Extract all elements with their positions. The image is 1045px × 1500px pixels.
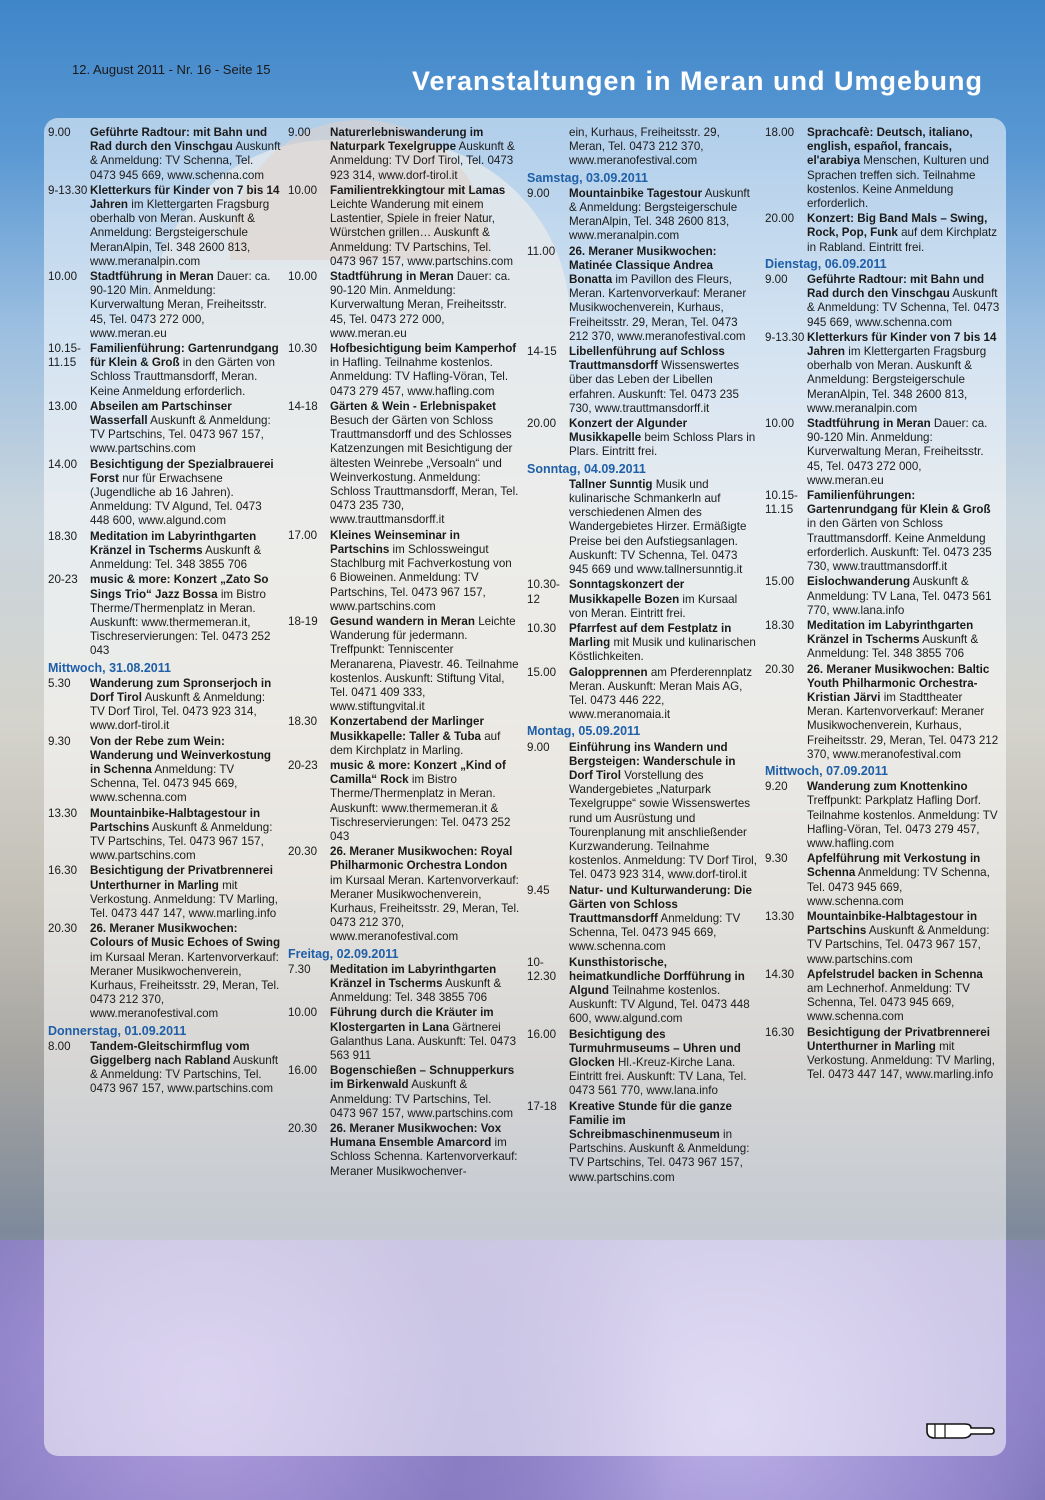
event-details: Vorstellung des Wandergebietes „Naturpark Texelgruppe“ sowie Wissenswertes rund um Ausrüstung und Tourenplanung mit anschließender Kurzwanderung. Teilnahme kostenlos. Anmeldung: TV Dorf Tirol, Tel. 0473 923 314, www.dorf-tirol.it (569, 768, 757, 882)
event-details: mit Verkostung. Anmeldung: TV Marling, Tel. 0473 447 147, www.marling.info (90, 878, 278, 920)
day-heading: Donnerstag, 01.09.2011 (48, 1023, 187, 1038)
event-body (330, 615, 520, 714)
event-title: Konzert: Big Band Mals – Swing, Rock, Pop, Funk (807, 212, 988, 240)
event-body (330, 270, 520, 341)
event-title: 26. Meraner Musikwochen: Baltic Youth Philharmonic Orchestra-Kristian Järvi (807, 662, 990, 704)
event-title: Kreative Stunde für die ganze Familie im Schreibmaschinenmuseum (569, 1099, 732, 1142)
event-time: 14-15 (527, 345, 557, 359)
event-body (569, 417, 759, 460)
event-details: im Klettergarten Fragsburg oberhalb von Meran. Auskunft & Anmeldung: Bergsteigerschule MeranAlpin, Tel. 348 2600 813, www.meranalpin.com (90, 198, 270, 268)
event-body (569, 578, 759, 621)
event-time (527, 478, 569, 577)
event-time: 13.00 (48, 399, 78, 413)
event-details: Auskunft & Anmeldung: TV Partschins, Tel. 0473 967 157, www.partschins.com (90, 1054, 279, 1096)
event-title: Meditation im Labyrinthgarten Kränzel in Tscherms (90, 529, 257, 557)
event-title: Meditation im Labyrinthgarten Kränzel in Tscherms (330, 962, 497, 990)
event-body (90, 807, 282, 864)
event-item (288, 126, 520, 183)
event-details: Anmeldung: TV Schenna, Tel. 0473 945 669, www.schenna.com (90, 762, 238, 805)
event-body (330, 126, 520, 183)
event-body (807, 273, 1001, 330)
event-item (288, 529, 520, 614)
event-time: 9-13.30 (48, 183, 88, 197)
event-details: Auskunft & Anmeldung: TV Partschins, Tel. 0473 967 157, www.partschins.com (90, 820, 273, 863)
event-time: 9.30 (765, 852, 788, 866)
event-details: beim Schloss Plars in Plars. Eintritt frei. (569, 431, 756, 459)
event-body (90, 270, 282, 341)
event-item (527, 417, 759, 460)
event-time: 18-19 (288, 614, 318, 628)
event-title: Konzertabend der Marlinger Musikkapelle: Taller & Tuba (330, 715, 484, 743)
event-item (288, 270, 520, 341)
event-title: Natur- und Kulturwanderung: Die Gärten von Schloss Trauttmansdorff (569, 883, 752, 925)
event-time: 15.00 (527, 665, 557, 679)
event-title: Pfarrfest auf dem Festplatz in Marling (569, 621, 732, 650)
event-body (569, 622, 759, 665)
event-title: Kletterkurs für Kinder von 7 bis 14 Jahren (807, 330, 997, 359)
issue-meta: 12. August 2011 - Nr. 16 - Seite 15 (72, 62, 271, 77)
event-item (48, 1040, 282, 1097)
event-details: Teilnahme kostenlos. Auskunft: TV Algund, Tel. 0473 448 600, www.algund.com (569, 983, 750, 1026)
event-time: 9.00 (527, 740, 550, 754)
event-title: Tallner Sunntig (569, 477, 653, 491)
event-title: music & more: Konzert „Kind of Camilla“ Rock (330, 758, 506, 787)
event-time: 9.00 (288, 126, 311, 139)
event-item (288, 845, 520, 944)
event-time: 18.00 (765, 126, 795, 139)
event-details: in den Gärten von Schloss Trauttmansdorff, Meran. Keine Anmeldung erforderlich. (90, 356, 275, 398)
event-body (330, 1006, 520, 1063)
event-title: Familienführungen: Gartenrundgang für Klein & Groß (807, 489, 991, 517)
event-details: Auskunft & Anmeldung: TV Partschins, Tel. 0473 967 157, www.partschins.com (807, 924, 990, 966)
event-time: 10.30-12 (527, 578, 560, 606)
event-item (765, 1026, 1001, 1083)
event-time: 17-18 (527, 1099, 557, 1113)
event-title: Stadtführung in Meran (90, 270, 214, 284)
event-item (48, 530, 282, 573)
event-time: 16.30 (48, 864, 78, 878)
event-item (765, 780, 1001, 851)
event-details: am Lechnerhof. Anmeldung: TV Schenna, Tel. 0473 945 669, www.schenna.com (807, 981, 970, 1024)
event-title: Kleines Weinseminar in Partschins (330, 528, 460, 556)
event-item (48, 342, 282, 399)
event-body (90, 530, 282, 573)
event-item (765, 126, 1001, 211)
day-heading: Mittwoch, 07.09.2011 (765, 763, 888, 778)
event-body (330, 400, 520, 528)
event-title: Galopprennen (569, 665, 648, 679)
event-time: 10-12.30 (527, 955, 557, 983)
event-title: Bogenschießen – Schnupperkurs im Birkenwald (330, 1064, 515, 1092)
event-time: 18.30 (765, 618, 795, 632)
event-title: Apfelstrudel backen in Schenna (807, 967, 983, 981)
event-body (807, 212, 1001, 255)
day-heading: Mittwoch, 31.08.2011 (48, 660, 171, 675)
event-details: im Bistro Therme/Thermenplatz in Meran. Auskunft: www.thermemeran.it, Tischreservierungen: Tel. 0473 252 043 (90, 587, 271, 658)
event-body (807, 126, 1001, 211)
event-time: 9.00 (48, 126, 71, 139)
event-title: Geführte Radtour: mit Bahn und Rad durch den Vinschgau (807, 273, 985, 301)
event-details: in den Gärten von Schloss Trauttmansdorff. Keine Anmeldung erforderlich. Auskunft: Tel. 0473 235 730, www.trauttmansdorff.it (807, 517, 992, 574)
event-time: 10.00 (288, 270, 318, 284)
event-details: im Pavillon des Fleurs, Meran. Kartenvorverkauf: Meraner Musikwochenverein, Kurhaus, Freiheitsstr. 29, Meran, Tel. 0473 212 370, www.meranofestival.com (569, 273, 747, 343)
event-item (527, 578, 759, 621)
event-body (90, 1040, 282, 1097)
event-time: 20.00 (765, 212, 795, 226)
event-body (569, 741, 759, 883)
day-heading: Sonntag, 04.09.2011 (527, 461, 646, 476)
event-details: Auskunft & Anmeldung: Tel. 348 3855 706 (807, 633, 979, 661)
event-title: Führung durch die Kräuter im Klostergarten in Lana (330, 1006, 494, 1034)
event-body (90, 458, 282, 529)
event-time: 9-13.30 (765, 330, 805, 344)
event-title: Stadtführung in Meran (807, 417, 931, 431)
event-details: in Partschins. Auskunft & Anmeldung: TV Partschins, Tel. 0473 967 157, www.partschins.com (569, 1128, 750, 1184)
event-item (288, 759, 520, 844)
event-title: Meditation im Labyrinthgarten Kränzel in Tscherms (807, 618, 974, 647)
event-details: ein, Kurhaus, Freiheitsstr. 29, Meran, Tel. 0473 212 370, www.meranofestival.com (569, 126, 720, 168)
event-item (527, 187, 759, 244)
column-2 (288, 126, 520, 1180)
event-title: Kletterkurs für Kinder von 7 bis 14 Jahren (90, 183, 280, 212)
event-item (765, 663, 1001, 762)
event-item (288, 184, 520, 269)
event-item (527, 741, 759, 883)
event-item (765, 575, 1001, 618)
event-title: Mountainbike Tagestour (569, 186, 703, 200)
event-item (288, 1006, 520, 1063)
event-body (330, 759, 520, 844)
event-time: 7.30 (288, 962, 311, 976)
event-details: im Klettergarten Fragsburg oberhalb von Meran. Auskunft & Anmeldung: Bergsteigerschule MeranAlpin, Tel. 348 2600 813, www.meranalpin.com (807, 345, 987, 415)
event-time: 9.00 (765, 273, 788, 287)
event-body (90, 677, 282, 734)
event-time: 10.00 (48, 270, 78, 284)
event-details: im Kursaal Meran. Kartenvorverkauf: Meraner Musikwochenverein, Kurhaus, Freiheitsstr. 29, Meran, Tel. 0473 212 370, www.meranofestival.com (330, 873, 520, 944)
event-time: 17.00 (288, 528, 318, 542)
event-details: im Kursaal Meran. Kartenvorverkauf: Meraner Musikwochenverein, Kurhaus, Freiheitsstr. 29, Meran, Tel. 0473 212 370, www.meranofestival.com (90, 950, 280, 1021)
event-body (569, 187, 759, 244)
event-time: 10.15-11.15 (48, 342, 81, 370)
event-title: Hofbesichtigung beim Kamperhof (330, 342, 517, 356)
event-time: 10.15-11.15 (765, 489, 798, 517)
event-title: Geführte Radtour: mit Bahn und Rad durch den Vinschgau (90, 126, 268, 154)
event-title: Sonntagskonzert der Musikkapelle Bozen (569, 578, 685, 606)
event-item (48, 677, 282, 734)
event-title: Tandem-Gleitschirmflug vom Giggelberg nach Rabland (90, 1039, 250, 1067)
event-item (288, 963, 520, 1006)
event-body (569, 666, 759, 723)
event-details: Anmeldung: TV Schenna, Tel. 0473 945 669, www.schenna.com (807, 866, 990, 908)
event-body (90, 400, 282, 457)
event-title: Naturerlebniswanderung im Naturpark Texelgruppe (330, 126, 484, 154)
event-time: 20.30 (288, 1122, 318, 1136)
event-body (569, 1100, 759, 1185)
event-item (527, 666, 759, 723)
event-item (48, 400, 282, 457)
event-body (330, 529, 520, 614)
event-details: Wissenswertes über das Leben der Libellen erfahren. Auskunft: Tel. 0473 235 730, www.trauttmansdorff.it (569, 359, 740, 415)
event-details: im Kursaal von Meran. Eintritt frei. (569, 592, 738, 620)
event-item (527, 622, 759, 665)
event-time: 10.30 (288, 342, 318, 356)
event-details: mit Verkostung. Anmeldung: TV Marling, Tel. 0473 447 147, www.marling.info (807, 1039, 995, 1082)
event-time: 20-23 (288, 758, 318, 772)
day-heading: Dienstag, 06.09.2011 (765, 256, 887, 271)
event-details: Hl.-Kreuz-Kirche Lana. Eintritt frei. Auskunft: TV Lana, Tel. 0473 561 770, www.lana.info (569, 1056, 747, 1098)
events-panel (44, 118, 1006, 1456)
event-time: 20.30 (288, 845, 318, 859)
event-time: 9.45 (527, 883, 550, 897)
event-time: 18.30 (48, 529, 78, 543)
event-details: Menschen, Kulturen und Sprachen treffen sich. Teilnahme kostenlos. Keine Anmeldung erforderlich. (807, 154, 989, 211)
event-title: Kunsthistorische, heimatkundliche Dorfführung in Algund (569, 955, 745, 997)
event-title: Von der Rebe zum Wein: Wanderung und Weinverkostung in Schenna (90, 734, 271, 776)
event-body (90, 573, 282, 658)
event-item (765, 968, 1001, 1025)
event-item (288, 342, 520, 399)
event-time: 8.00 (48, 1039, 71, 1053)
event-time: 16.00 (527, 1027, 557, 1041)
event-item (48, 864, 282, 921)
event-item (48, 922, 282, 1021)
event-item (288, 715, 520, 758)
event-time: 14.30 (765, 967, 795, 981)
event-body (330, 845, 520, 944)
event-details: in Hafling. Teilnahme kostenlos. Anmeldung: TV Hafling-Vöran, Tel. 0473 279 457, www.hafling.com (330, 356, 509, 398)
event-details: Auskunft & Anmeldung: TV Schenna, Tel. 0473 945 669, www.schenna.com (807, 287, 1000, 329)
event-body (90, 184, 282, 269)
event-time: 9.30 (48, 734, 71, 748)
event-title: Stadtführung in Meran (330, 270, 454, 284)
event-body (330, 342, 520, 399)
event-item (765, 331, 1001, 416)
event-item (288, 1064, 520, 1121)
event-time: 20.30 (48, 922, 78, 936)
event-body (330, 1122, 520, 1179)
event-title: Besichtigung der Spezialbrauerei Forst (90, 457, 274, 485)
event-time: 10.00 (765, 417, 795, 431)
event-item (288, 400, 520, 528)
event-body (569, 956, 759, 1027)
event-title: Apfelführung mit Verkostung in Schenna (807, 852, 981, 880)
event-title: Wanderung zum Knottenkino (807, 780, 968, 794)
day-heading: Freitag, 02.09.2011 (288, 946, 399, 961)
event-details: Auskunft & Anmeldung: TV Partschins, Tel. 0473 967 157, www.partschins.com (90, 414, 271, 456)
event-item (527, 1100, 759, 1185)
event-time (527, 126, 569, 169)
event-details: auf dem Kirchplatz in Rabland. Eintritt frei. (807, 226, 998, 254)
event-details: Dauer: ca. 90-120 Min. Anmeldung: Kurverwaltung Meran, Freiheitsstr. 45, Tel. 0473 272 000, www.meran.eu (330, 270, 511, 340)
event-item (527, 884, 759, 955)
event-item (288, 615, 520, 714)
event-item (48, 573, 282, 658)
event-title: Sprachcafè: Deutsch, italiano, english, español, francais, el'arabiya (807, 126, 973, 168)
event-title: Besichtigung der Privatbrennerei Unterthurner in Marling (90, 864, 273, 892)
event-body (90, 735, 282, 806)
column-1 (48, 126, 282, 1098)
event-time: 11.00 (527, 244, 556, 258)
event-title: 26. Meraner Musikwochen: Colours of Music Echoes of Swing (90, 922, 281, 950)
column-4 (765, 126, 1001, 1083)
event-body (569, 245, 759, 344)
event-body (330, 963, 520, 1006)
event-body (807, 780, 1001, 851)
event-details: Auskunft & Anmeldung: Bergsteigerschule MeranAlpin, Tel. 348 2600 813, www.meranalpin.com (569, 186, 750, 243)
event-title: 26. Meraner Musikwochen: Royal Philharmonic Orchestra London (330, 845, 513, 873)
event-details: Dauer: ca. 90-120 Min. Anmeldung: Kurverwaltung Meran, Freiheitsstr. 45, Tel. 0473 272 000, www.meran.eu (90, 270, 271, 340)
event-body (90, 864, 282, 921)
event-item (765, 619, 1001, 662)
event-time: 5.30 (48, 676, 71, 690)
event-item (765, 852, 1001, 909)
event-item (765, 212, 1001, 255)
event-body (807, 852, 1001, 909)
event-body (569, 884, 759, 955)
event-details: im Schlossweingut Stachlburg mit Fachverkostung von 6 Bioweinen. Anmeldung: TV Partschins, Tel. 0473 967 157, www.partschins.com (330, 542, 512, 613)
event-body (807, 575, 1001, 618)
event-item (527, 345, 759, 416)
event-details: Besuch der Gärten von Schloss Trauttmansdorff und des Schlosses Katzenzungen mit Besichtigung der ältesten Weinrebe „Versoaln“ und Weinverkostung. Anmeldung: Schloss Trauttmansdorff, Meran, Tel. 0473 235 730, www.trauttmansdorff.it (330, 414, 519, 527)
day-heading: Samstag, 03.09.2011 (527, 170, 648, 185)
event-item (765, 273, 1001, 330)
event-item (288, 1122, 520, 1179)
event-time: 13.30 (48, 806, 78, 820)
event-body (807, 417, 1001, 488)
event-details: Leichte Wanderung mit einem Lastentier, Spiele in freier Natur, Würstchen grillen… Auskunft & Anmeldung: TV Partschins, Tel. 0473 967 157, www.partschins.com (330, 198, 514, 268)
event-body (569, 1028, 759, 1099)
event-time: 9.00 (527, 186, 550, 200)
event-title: Besichtigung des Turmuhrmuseums – Uhren und Glocken (569, 1027, 741, 1069)
event-details: im Bistro Therme/Thermenplatz in Meran. Auskunft: www.thermemeran.it & Tischreservierungen: Tel. 0473 252 043 (330, 773, 511, 843)
event-details: Auskunft & Anmeldung: TV Lana, Tel. 0473 561 770, www.lana.info (807, 575, 992, 617)
event-title: Besichtigung der Privatbrennerei Unterthurner in Marling (807, 1025, 990, 1053)
event-details: Auskunft & Anmeldung: Tel. 348 3855 706 (330, 976, 502, 1005)
event-item (765, 417, 1001, 488)
event-item (48, 807, 282, 864)
event-time: 9.20 (765, 780, 788, 794)
event-details: Auskunft & Anmeldung: TV Dorf Tirol, Tel. 0473 923 314, www.dorf-tirol.it (330, 140, 515, 182)
event-details: Musik und kulinarische Schmankerln auf verschiedenen Almen des Wandergebietes Hirzer. Ermäßigte Preise bei den Aufstiegsanlagen. Auskunft: TV Schenna, Tel. 0473 945 669 und www.tallnersunntig.it (569, 477, 747, 577)
event-details: mit Musik und kulinarischen Köstlichkeiten. (569, 636, 756, 664)
event-body (330, 1064, 520, 1121)
event-title: music & more: Konzert „Zato So Sings Trio“ Jazz Bossa (90, 573, 269, 601)
event-body (807, 968, 1001, 1025)
event-time: 20.00 (527, 417, 557, 431)
event-item (527, 1028, 759, 1099)
event-body (807, 1026, 1001, 1083)
event-details: Auskunft & Anmeldung: TV Schenna, Tel. 0473 945 669, www.schenna.com (90, 140, 281, 182)
event-details: im Stadttheater Meran. Kartenvorverkauf: Meraner Musikwochenverein, Kurhaus, Freiheitsstr. 29, Meran, Tel. 0473 212 370, www.meranofestival.com (807, 690, 999, 761)
event-body (807, 489, 1001, 574)
event-details: Dauer: ca. 90-120 Min. Anmeldung: Kurverwaltung Meran, Freiheitsstr. 45, Tel. 0473 272 000, www.meran.eu (807, 417, 988, 487)
event-body (807, 331, 1001, 416)
event-title: Mountainbike-Halbtagestour in Partschins (90, 806, 261, 834)
page-title: Veranstaltungen in Meran und Umgebung (411, 66, 983, 96)
event-body (807, 910, 1001, 967)
event-item (48, 126, 282, 183)
event-details: Leichte Wanderung für jedermann. Treffpunkt: Tenniscenter Meranarena, Piavestr. 46. Teilnahme kostenlos. Auskunft: Stiftung Vital, Tel. 0471 409 333, www.stiftungvital.it (330, 614, 519, 714)
event-title: Konzert der Algunder Musikkapelle (569, 417, 688, 445)
event-title: 26. Meraner Musikwochen: Vox Humana Ensemble Amarcord (330, 1122, 502, 1150)
event-details: am Pferderennplatz Meran. Auskunft: Meran Mais AG, Tel. 0473 446 222, www.meranomaia.it (569, 665, 753, 722)
event-details: Anmeldung: TV Schenna, Tel. 0473 945 669, www.schenna.com (569, 911, 741, 954)
event-time: 10.30 (527, 621, 557, 635)
event-item (765, 489, 1001, 574)
event-details: Auskunft & Anmeldung: Tel. 348 3855 706 (90, 543, 262, 572)
event-details: Auskunft & Anmeldung: TV Partschins, Tel. 0473 967 157, www.partschins.com (330, 1078, 514, 1120)
event-title: Familientrekkingtour mit Lamas (330, 183, 506, 197)
event-title: Einführung ins Wandern und Bergsteigen: Wanderschule in Dorf Tirol (569, 740, 736, 782)
event-time: 14.00 (48, 457, 78, 471)
day-heading: Montag, 05.09.2011 (527, 724, 641, 739)
event-time: 20.30 (765, 662, 795, 676)
event-time: 16.30 (765, 1025, 795, 1039)
event-title: Wanderung zum Spronserjoch in Dorf Tirol (90, 676, 272, 704)
event-title: Abseilen am Partschinser Wasserfall (90, 399, 232, 428)
event-body (569, 345, 759, 416)
event-body (90, 922, 282, 1021)
event-title: Eislochwanderung (807, 575, 911, 589)
event-item (527, 126, 759, 169)
event-body (90, 342, 282, 399)
event-time: 13.30 (765, 909, 795, 923)
event-item (48, 270, 282, 341)
event-item (527, 245, 759, 344)
event-time: 15.00 (765, 575, 795, 589)
event-time: 18.30 (288, 715, 318, 729)
event-details: auf dem Kirchplatz in Marling. (330, 729, 501, 757)
event-body (569, 478, 759, 577)
event-title: 26. Meraner Musikwochen: Matinée Classique Andrea Bonatta (569, 244, 717, 287)
event-title: Familienführung: Gartenrundgang für Klein & Groß (90, 342, 279, 370)
event-details: im Schloss Schenna. Kartenvorverkauf: Meraner Musikwochenver- (330, 1136, 518, 1178)
event-title: Gärten & Wein - Erlebnispaket (330, 399, 497, 413)
event-title: Gesund wandern in Meran (330, 614, 475, 628)
event-body (330, 715, 520, 758)
event-item (765, 910, 1001, 967)
event-body (330, 184, 520, 269)
event-time: 14-18 (288, 399, 318, 413)
column-3 (527, 126, 759, 1186)
event-body (569, 126, 759, 169)
event-time: 16.00 (288, 1064, 318, 1078)
event-item (48, 735, 282, 806)
event-item (527, 956, 759, 1027)
event-title: Mountainbike-Halbtagestour in Partschins (807, 909, 978, 938)
event-time: 20-23 (48, 573, 78, 587)
event-body (807, 663, 1001, 762)
event-item (48, 184, 282, 269)
event-item (48, 458, 282, 529)
event-body (90, 126, 282, 183)
event-item (527, 478, 759, 577)
event-time: 10.00 (288, 183, 318, 197)
event-details: nur für Erwachsene (Jugendliche ab 16 Jahren). Anmeldung: TV Algund, Tel. 0473 448 600, www.algund.com (90, 471, 262, 528)
event-title: Libellenführung auf Schloss Trauttmansdorff (569, 345, 725, 373)
event-details: Auskunft & Anmeldung: TV Dorf Tirol, Tel. 0473 923 314, www.dorf-tirol.it (90, 690, 266, 733)
event-body (807, 619, 1001, 662)
event-details: Gärtnerei Galanthus Lana. Auskunft: Tel. 0473 563 911 (330, 1020, 517, 1062)
event-details: Treffpunkt: Parkplatz Hafling Dorf. Teilnahme kostenlos. Anmeldung: TV Hafling-Vöran, Tel. 0473 279 457, www.hafling.com (807, 794, 998, 850)
event-time: 10.00 (288, 1006, 318, 1020)
pointing-hand-icon (925, 1416, 995, 1442)
